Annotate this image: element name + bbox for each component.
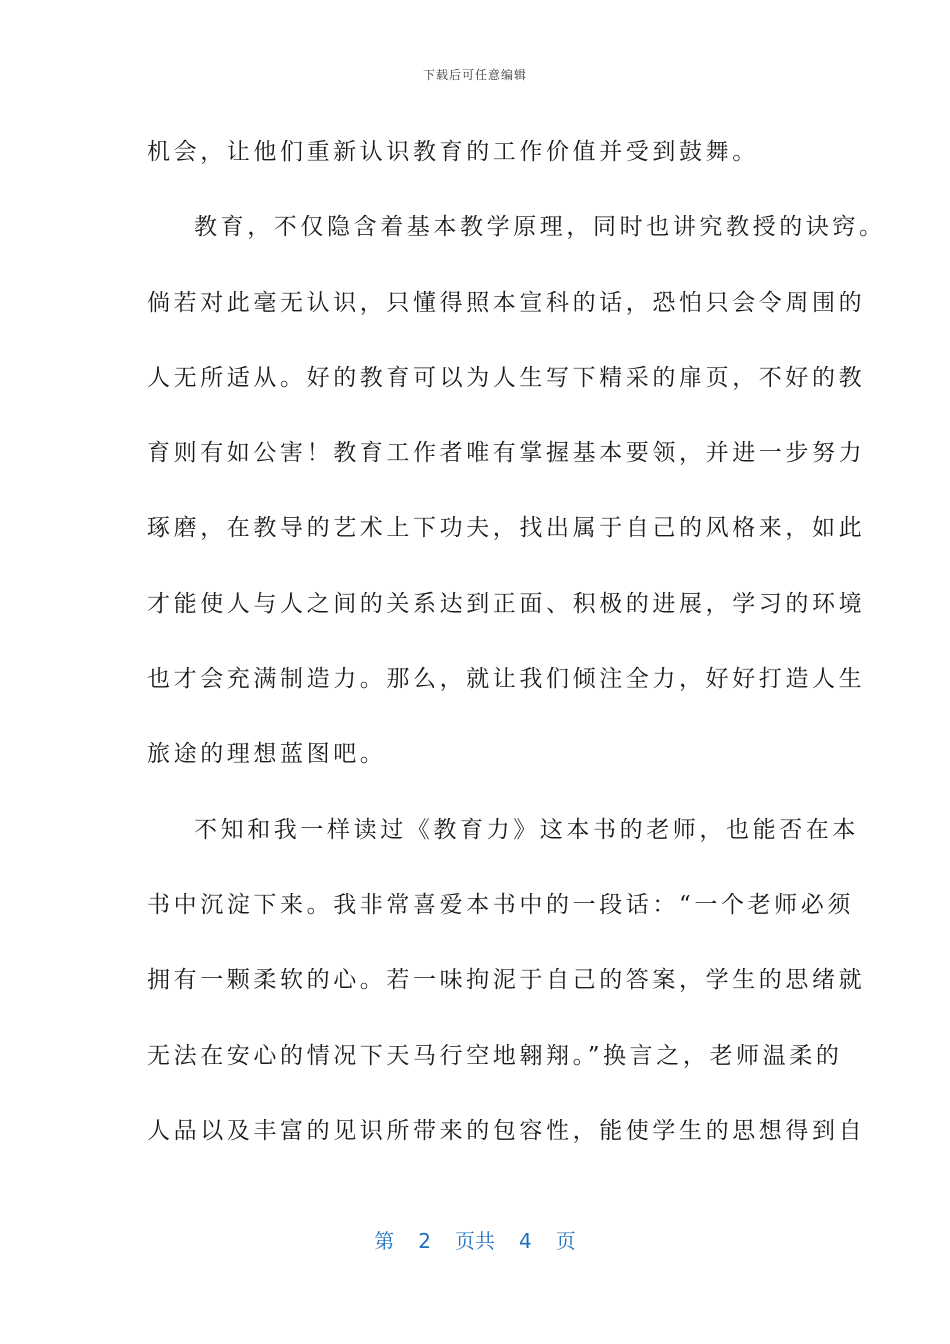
text-line: 育则有如公害！教育工作者唯有掌握基本要领，并进一步努力 [147, 440, 866, 467]
text-line: 不知和我一样读过《教育力》这本书的老师，也能否在本 [194, 816, 859, 843]
document-body [147, 115, 886, 1169]
text-line: 教育，不仅隐含着基本教学原理，同时也讲究教授的诀窍。 [194, 214, 886, 241]
text-line: 也才会充满制造力。那么，就让我们倾注全力，好好打造人生 [147, 666, 866, 693]
text-line: 拥有一颗柔软的心。若一味拘泥于自己的答案，学生的思绪就 [147, 967, 866, 994]
text-line: 才能使人与人之间的关系达到正面、积极的进展，学习的环境 [147, 590, 866, 617]
text-line: 人品以及丰富的见识所带来的包容性，能使学生的思想得到自 [147, 1117, 866, 1144]
page-label-prefix: 第 [374, 1229, 395, 1253]
page-header: 下载后可任意编辑 [422, 68, 527, 82]
page-footer [0, 1225, 950, 1254]
text-line: 书中沉淀下来。我非常喜爱本书中的一段话：“一个老师必须 [147, 891, 854, 918]
text-line: 人无所适从。好的教育可以为人生写下精采的扉页，不好的教 [147, 364, 866, 391]
text-line: 琢磨，在教导的艺术上下功夫，找出属于自己的风格来，如此 [147, 515, 866, 542]
total-page-count: 4 [519, 1229, 532, 1253]
page-label-suffix: 页 [555, 1229, 576, 1253]
text-line: 无法在安心的情况下天马行空地翱翔。”换言之，老师温柔的 [147, 1042, 843, 1069]
text-line: 旅途的理想蓝图吧。 [147, 741, 387, 768]
page-label-middle: 页共 [455, 1229, 495, 1253]
text-line: 倘若对此毫无认识，只懂得照本宣科的话，恐怕只会令周围的 [147, 289, 866, 316]
current-page-number: 2 [418, 1229, 431, 1253]
text-line: 机会，让他们重新认识教育的工作价值并受到鼓舞。 [147, 139, 759, 165]
